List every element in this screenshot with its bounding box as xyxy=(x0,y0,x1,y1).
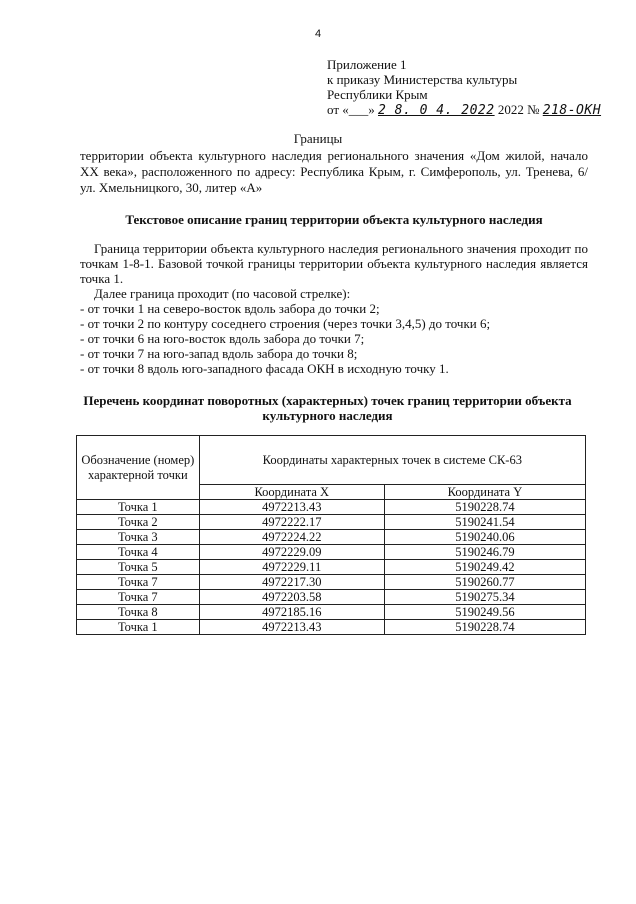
table-row xyxy=(77,530,586,545)
route-item: - от точки 6 на юго-восток вдоль забора до точки 7; xyxy=(80,331,365,346)
appendix-line-1: Приложение 1 xyxy=(327,57,407,72)
table-row xyxy=(77,575,586,590)
route-item: - от точки 7 на юго-запад вдоль забора до точки 8; xyxy=(80,346,358,361)
route-item: - от точки 1 на северо-восток вдоль забора до точки 2; xyxy=(80,301,380,316)
cell-y: 5190246.79 xyxy=(384,545,585,560)
cell-x: 4972213.43 xyxy=(199,500,384,515)
cell-y: 5190228.74 xyxy=(384,620,585,635)
cell-y: 5190228.74 xyxy=(384,500,585,515)
handwritten-date: 2 8. 0 4. 2022 xyxy=(378,103,495,118)
header-coordinate-system: Координаты характерных точек в системе СК-63 xyxy=(199,436,585,485)
appendix-block xyxy=(327,57,601,118)
cell-y: 5190241.54 xyxy=(384,515,585,530)
year-suffix: 2022 № xyxy=(497,102,540,117)
date-prefix: от «___» xyxy=(327,102,375,117)
coordinates-table xyxy=(76,435,586,635)
route-item: - от точки 8 вдоль юго-западного фасада ОКН в исходную точку 1. xyxy=(80,361,449,376)
header-point-label: Обозначение (номер) характерной точки xyxy=(77,436,200,500)
table-row xyxy=(77,605,586,620)
page-number: 4 xyxy=(314,28,322,40)
cell-y: 5190275.34 xyxy=(384,590,585,605)
header-coordinate-y: Координата Y xyxy=(384,485,585,500)
cell-point: Точка 8 xyxy=(77,605,200,620)
cell-x: 4972224.22 xyxy=(199,530,384,545)
cell-point: Точка 3 xyxy=(77,530,200,545)
cell-point: Точка 1 xyxy=(77,500,200,515)
section-heading-coordinates: Перечень координат поворотных (характерных) точек границ территории объекта культурного наследия xyxy=(83,393,572,423)
cell-x: 4972203.58 xyxy=(199,590,384,605)
table-row xyxy=(77,500,586,515)
route-list xyxy=(80,286,588,376)
cell-y: 5190260.77 xyxy=(384,575,585,590)
appendix-line-3: Республики Крым xyxy=(327,87,428,102)
document-title: Границы xyxy=(293,131,343,146)
appendix-date-line xyxy=(327,102,601,118)
cell-point: Точка 2 xyxy=(77,515,200,530)
header-coordinate-x: Координата X xyxy=(199,485,384,500)
table-row xyxy=(77,620,586,635)
description-paragraph: Граница территории объекта культурного наследия регионального значения проходит по точкам 1-8-1. Базовой точкой границы территории объекта культурного наследия является точка 1. xyxy=(80,241,588,286)
cell-x: 4972229.11 xyxy=(199,560,384,575)
section-heading-text-description: Текстовое описание границ территории объекта культурного наследия xyxy=(125,212,543,227)
cell-x: 4972217.30 xyxy=(199,575,384,590)
route-lead: Далее граница проходит (по часовой стрелке): xyxy=(94,286,351,301)
cell-point: Точка 4 xyxy=(77,545,200,560)
table-row xyxy=(77,515,586,530)
table-row xyxy=(77,545,586,560)
handwritten-order-number: 218-ОКН xyxy=(542,103,602,118)
cell-x: 4972229.09 xyxy=(199,545,384,560)
cell-y: 5190249.42 xyxy=(384,560,585,575)
cell-x: 4972222.17 xyxy=(199,515,384,530)
route-item: - от точки 2 по контуру соседнего строения (через точки 3,4,5) до точки 6; xyxy=(80,316,491,331)
cell-point: Точка 1 xyxy=(77,620,200,635)
cell-x: 4972213.43 xyxy=(199,620,384,635)
cell-y: 5190249.56 xyxy=(384,605,585,620)
cell-x: 4972185.16 xyxy=(199,605,384,620)
appendix-line-2: к приказу Министерства культуры xyxy=(327,72,518,87)
table-row xyxy=(77,560,586,575)
table-row xyxy=(77,590,586,605)
cell-y: 5190240.06 xyxy=(384,530,585,545)
document-title-body: территории объекта культурного наследия регионального значения «Дом жилой, начало XX века», расположенного по адресу: Республика Крым, г. Симферополь, ул. Тренева, 6/ ул. Хмельницкого, 30, литер «А» xyxy=(80,148,588,195)
cell-point: Точка 7 xyxy=(77,590,200,605)
cell-point: Точка 7 xyxy=(77,575,200,590)
cell-point: Точка 5 xyxy=(77,560,200,575)
